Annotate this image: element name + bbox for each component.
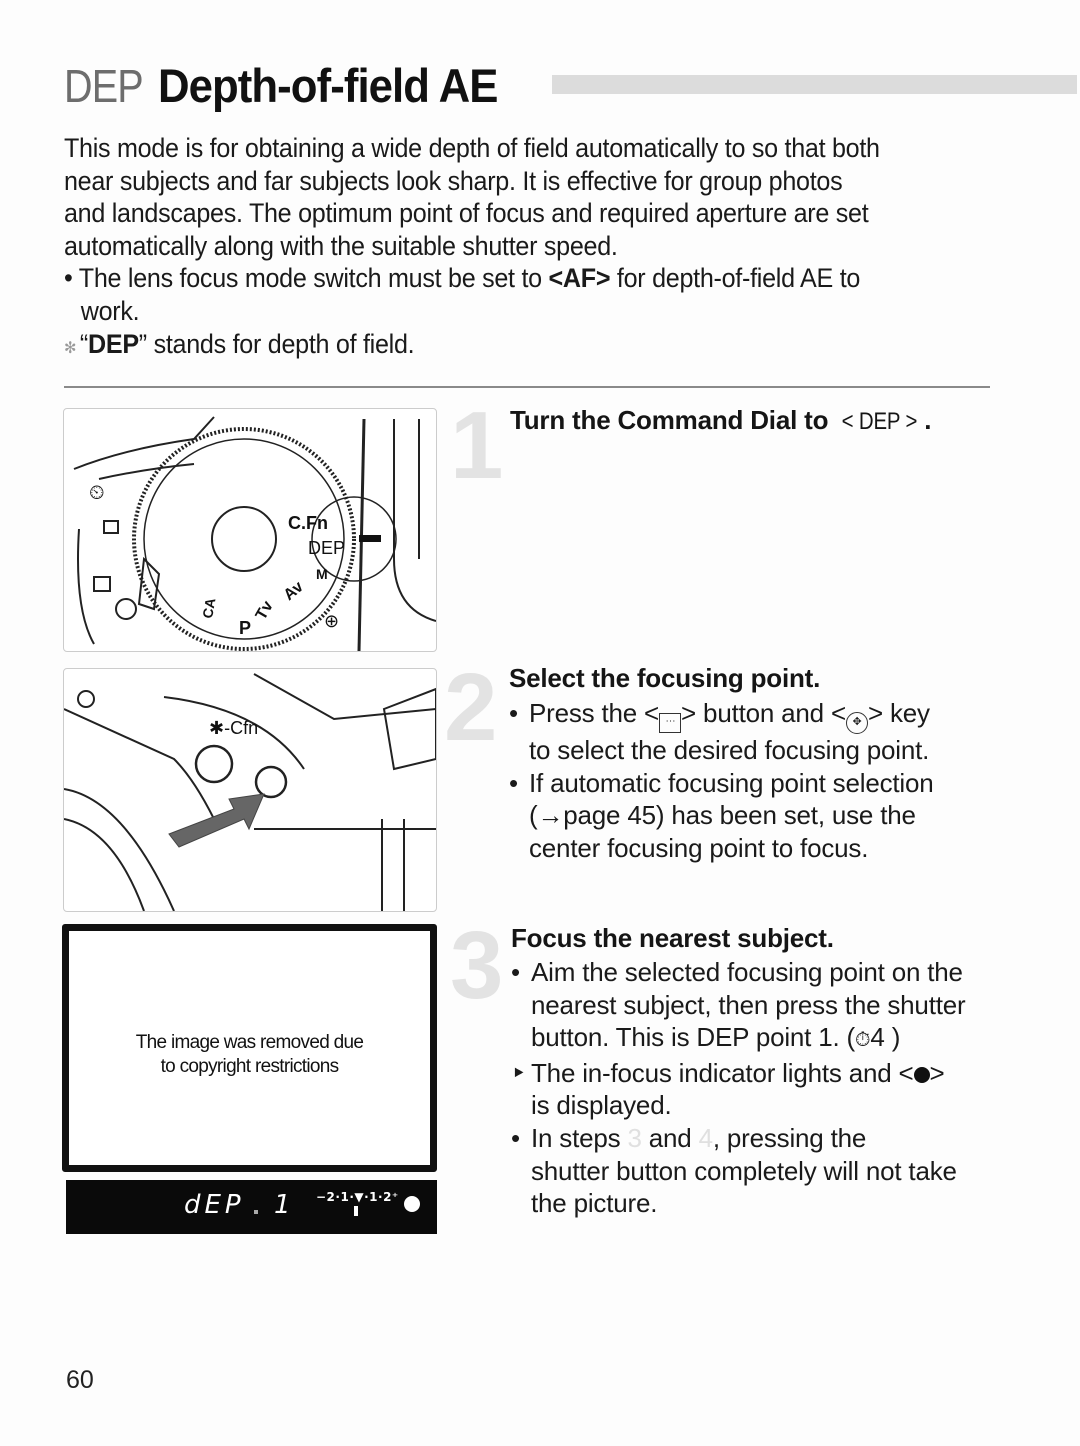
viewfinder-lcd (66, 1180, 437, 1234)
intro-line: automatically along with the suitable shutter speed. (64, 230, 618, 261)
focus-confirmation-icon (914, 1067, 930, 1083)
command-dial-illustration (63, 408, 437, 652)
svg-text:Tv: Tv (252, 598, 277, 623)
lcd-dep-point: 1 (274, 1190, 291, 1220)
step-bullet: • In steps 3 and 4, pressing the shutter button completely will not take the picture. (511, 1122, 957, 1219)
step-bullet: ‣ The in-focus indicator lights and < > is displayed. (511, 1057, 945, 1121)
af-symbol: <AF> (548, 263, 611, 294)
lcd-separator (254, 1210, 258, 1214)
step-title: Turn the Command Dial to < DEP > . (510, 405, 932, 435)
svg-text:⊕: ⊕ (324, 611, 340, 631)
intro-bullet-continuation: work. (80, 295, 140, 326)
asterisk-icon: ✻ (64, 339, 77, 357)
lcd-mode: dEP (184, 1190, 245, 1220)
viewfinder-display (62, 924, 437, 1234)
page-reference: (→page 45) has been set, use the (529, 800, 916, 831)
command-dial-icon (64, 409, 436, 651)
step-title: Select the focusing point. (509, 663, 821, 693)
step-reference: 3 (627, 1122, 642, 1153)
page-title: Depth-of-field AE (158, 59, 498, 112)
cross-keys-icon: ✥ (846, 712, 868, 734)
step-number: 1 (450, 392, 504, 499)
intro-line: near subjects and far subjects look sharp. It is effective for group photos (64, 165, 843, 196)
step-bullet: • Aim the selected focusing point on the nearest subject, then press the shutter button. This is DEP point 1. (⏱4 ) (511, 957, 966, 1053)
svg-text:✱-Cfn: ✱-Cfn (209, 718, 259, 738)
step-body (511, 956, 1031, 1220)
step-body (509, 697, 1029, 864)
svg-text:M: M (316, 566, 328, 582)
title-decorative-bar (552, 75, 1077, 94)
page-number: 60 (66, 1366, 94, 1394)
svg-text:Av: Av (280, 578, 307, 605)
viewfinder-frame (62, 924, 437, 1172)
intro-bullet: • The lens focus mode switch must be set to <AF> for depth-of-field AE to (64, 263, 861, 294)
exposure-level-marker (354, 1206, 358, 1216)
focus-confirmation-icon (404, 1196, 420, 1212)
bullet-mark: • (64, 263, 73, 294)
step-number: 2 (444, 654, 498, 761)
self-timer-icon: ⏱ (855, 1029, 871, 1052)
camera-back-icon (64, 669, 436, 911)
svg-text:⏲: ⏲ (89, 482, 105, 504)
af-point-button-illustration (63, 668, 437, 912)
image-removed-notice: The image was removed due to copyright restrictions (135, 1032, 364, 1077)
step-bullet: • Press the < ⋯ > button and < ✥ > key to select the desired focusing point. (509, 698, 930, 765)
svg-text:P: P (239, 618, 252, 638)
intro-line: and landscapes. The optimum point of focus and required aperture are set (64, 198, 869, 229)
svg-text:CA: CA (199, 596, 219, 620)
step-bullet: • If automatic focusing point selection (→page 45) has been set, use the center focusing point to focus. (509, 767, 934, 863)
page-header (64, 58, 523, 113)
step-title: Focus the nearest subject. (511, 923, 834, 953)
dep-mode-symbol: < DEP > (841, 408, 918, 435)
dep-mode-symbol: DEP (64, 59, 143, 112)
step-number: 3 (450, 912, 504, 1019)
step-reference: 4 (698, 1122, 713, 1153)
section-divider (64, 386, 990, 388)
af-point-selection-button-icon: ⋯ (659, 713, 681, 733)
svg-text:C.Fn: C.Fn (288, 513, 328, 533)
exposure-level-scale: −2·1·▼·1·2⁺ (316, 1190, 399, 1204)
intro-line: This mode is for obtaining a wide depth of field automatically to so that both (64, 133, 880, 163)
intro-note: ✻ “DEP” stands for depth of field. (64, 328, 415, 359)
intro-section (64, 132, 1004, 365)
svg-text:DEP: DEP (308, 538, 346, 558)
